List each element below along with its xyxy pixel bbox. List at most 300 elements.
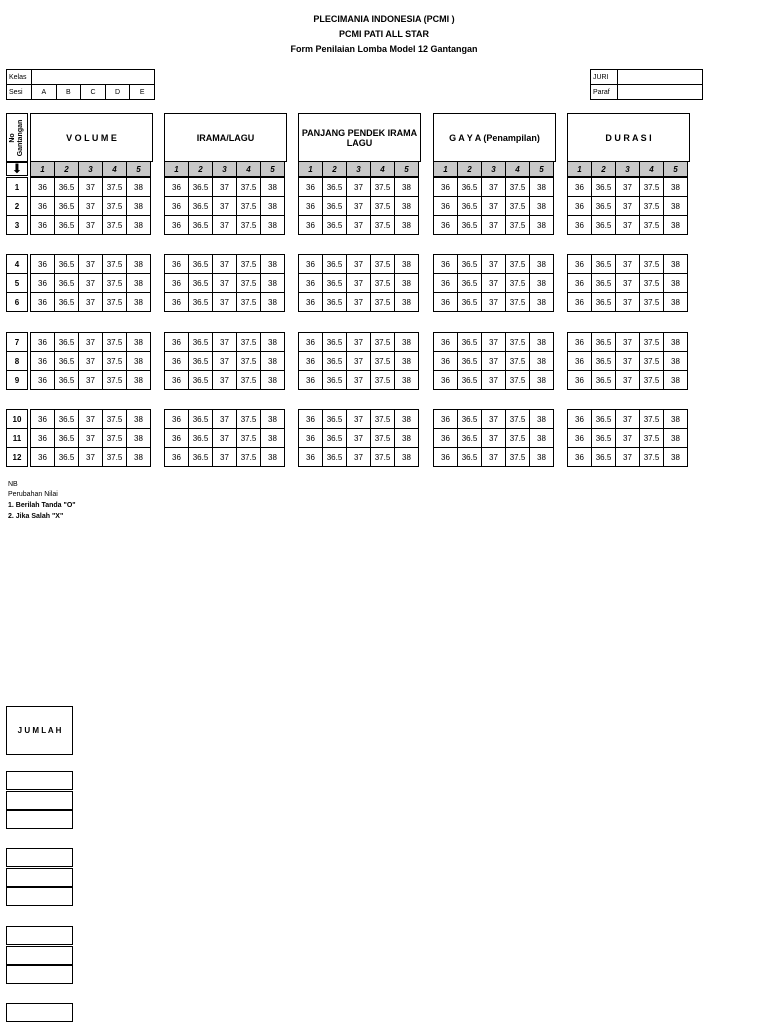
score-cell[interactable]: 38 (395, 448, 419, 467)
score-cell[interactable]: 37.5 (103, 333, 127, 352)
score-cell[interactable]: 36.5 (189, 448, 213, 467)
score-cell[interactable]: 37.5 (371, 352, 395, 371)
score-cell[interactable]: 38 (664, 371, 688, 390)
score-cell[interactable]: 37.5 (237, 352, 261, 371)
score-cell[interactable]: 38 (530, 216, 554, 235)
score-cell[interactable]: 36 (31, 352, 55, 371)
score-cell[interactable]: 36.5 (189, 410, 213, 429)
score-cell[interactable]: 37 (79, 197, 103, 216)
score-cell[interactable]: 38 (664, 293, 688, 312)
score-cell[interactable]: 37.5 (640, 429, 664, 448)
score-cell[interactable]: 36 (165, 216, 189, 235)
score-cell[interactable]: 36.5 (189, 197, 213, 216)
score-cell[interactable]: 36.5 (189, 255, 213, 274)
score-cell[interactable]: 36.5 (458, 352, 482, 371)
score-cell[interactable]: 36 (31, 178, 55, 197)
score-cell[interactable]: 36 (165, 178, 189, 197)
score-cell[interactable]: 36 (568, 274, 592, 293)
score-cell[interactable]: 38 (127, 197, 151, 216)
score-cell[interactable]: 37.5 (640, 410, 664, 429)
score-cell[interactable]: 37 (79, 293, 103, 312)
score-cell[interactable]: 37 (213, 274, 237, 293)
score-cell[interactable]: 37 (79, 333, 103, 352)
jumlah-total-field[interactable] (6, 848, 73, 867)
score-cell[interactable]: 37 (347, 448, 371, 467)
score-cell[interactable]: 37 (79, 255, 103, 274)
score-cell[interactable]: 37.5 (371, 429, 395, 448)
score-cell[interactable]: 36.5 (323, 448, 347, 467)
score-cell[interactable]: 36.5 (592, 178, 616, 197)
score-cell[interactable]: 37 (482, 255, 506, 274)
score-cell[interactable]: 37.5 (506, 352, 530, 371)
score-cell[interactable]: 36 (434, 274, 458, 293)
score-cell[interactable]: 37 (482, 410, 506, 429)
score-cell[interactable]: 37 (347, 352, 371, 371)
jumlah-total-field[interactable] (6, 926, 73, 945)
score-cell[interactable]: 36 (165, 410, 189, 429)
score-cell[interactable]: 36.5 (323, 371, 347, 390)
score-cell[interactable]: 38 (395, 274, 419, 293)
score-cell[interactable]: 38 (261, 448, 285, 467)
score-cell[interactable]: 37 (482, 448, 506, 467)
score-cell[interactable]: 36.5 (458, 255, 482, 274)
score-cell[interactable]: 37 (213, 448, 237, 467)
score-cell[interactable]: 37.5 (371, 274, 395, 293)
score-cell[interactable]: 38 (395, 333, 419, 352)
score-cell[interactable]: 36 (434, 293, 458, 312)
score-cell[interactable]: 36.5 (592, 333, 616, 352)
score-cell[interactable]: 38 (530, 429, 554, 448)
score-cell[interactable]: 38 (395, 352, 419, 371)
score-cell[interactable]: 36 (568, 216, 592, 235)
score-cell[interactable]: 37 (482, 178, 506, 197)
score-cell[interactable]: 36 (299, 178, 323, 197)
score-cell[interactable]: 36.5 (592, 371, 616, 390)
score-cell[interactable]: 36 (299, 216, 323, 235)
score-cell[interactable]: 36.5 (189, 293, 213, 312)
score-cell[interactable]: 36 (31, 333, 55, 352)
score-cell[interactable]: 37 (347, 333, 371, 352)
score-cell[interactable]: 37 (616, 274, 640, 293)
score-cell[interactable]: 37 (482, 352, 506, 371)
score-cell[interactable]: 38 (127, 352, 151, 371)
score-cell[interactable]: 38 (395, 429, 419, 448)
score-cell[interactable]: 37.5 (640, 274, 664, 293)
score-cell[interactable]: 36 (299, 293, 323, 312)
score-cell[interactable]: 36.5 (592, 429, 616, 448)
score-cell[interactable]: 36 (568, 333, 592, 352)
score-cell[interactable]: 38 (127, 216, 151, 235)
score-cell[interactable]: 38 (127, 255, 151, 274)
jumlah-total-field[interactable] (6, 791, 73, 810)
score-cell[interactable]: 37 (347, 429, 371, 448)
score-cell[interactable]: 36.5 (55, 371, 79, 390)
score-cell[interactable]: 38 (261, 197, 285, 216)
score-cell[interactable]: 36.5 (458, 197, 482, 216)
jumlah-total-field[interactable] (6, 868, 73, 887)
score-cell[interactable]: 36 (568, 448, 592, 467)
score-cell[interactable]: 37.5 (103, 448, 127, 467)
score-cell[interactable]: 36.5 (323, 429, 347, 448)
score-cell[interactable]: 36.5 (55, 255, 79, 274)
score-cell[interactable]: 38 (530, 352, 554, 371)
score-cell[interactable]: 38 (261, 371, 285, 390)
score-cell[interactable]: 36.5 (189, 371, 213, 390)
score-cell[interactable]: 37.5 (103, 352, 127, 371)
score-cell[interactable]: 37 (616, 352, 640, 371)
score-cell[interactable]: 37 (616, 293, 640, 312)
score-cell[interactable]: 36 (31, 429, 55, 448)
score-cell[interactable]: 36.5 (592, 410, 616, 429)
score-cell[interactable]: 36.5 (55, 216, 79, 235)
score-cell[interactable]: 36 (299, 255, 323, 274)
score-cell[interactable]: 37.5 (237, 429, 261, 448)
score-cell[interactable]: 36.5 (592, 274, 616, 293)
score-cell[interactable]: 36 (299, 429, 323, 448)
score-cell[interactable]: 37 (79, 352, 103, 371)
score-cell[interactable]: 37 (213, 429, 237, 448)
score-cell[interactable]: 36.5 (458, 371, 482, 390)
score-cell[interactable]: 37.5 (640, 255, 664, 274)
score-cell[interactable]: 36.5 (592, 197, 616, 216)
score-cell[interactable]: 36 (434, 197, 458, 216)
score-cell[interactable]: 36.5 (592, 255, 616, 274)
score-cell[interactable]: 36 (165, 255, 189, 274)
score-cell[interactable]: 37.5 (506, 293, 530, 312)
score-cell[interactable]: 36.5 (458, 216, 482, 235)
score-cell[interactable]: 36 (165, 371, 189, 390)
score-cell[interactable]: 37 (482, 293, 506, 312)
score-cell[interactable]: 36 (434, 410, 458, 429)
score-cell[interactable]: 37 (79, 216, 103, 235)
score-cell[interactable]: 37.5 (640, 216, 664, 235)
score-cell[interactable]: 37 (616, 410, 640, 429)
score-cell[interactable]: 36 (165, 352, 189, 371)
score-cell[interactable]: 37 (347, 178, 371, 197)
score-cell[interactable]: 36.5 (55, 352, 79, 371)
score-cell[interactable]: 38 (530, 197, 554, 216)
score-cell[interactable]: 36.5 (55, 429, 79, 448)
score-cell[interactable]: 37.5 (506, 178, 530, 197)
score-cell[interactable]: 37.5 (237, 216, 261, 235)
score-cell[interactable]: 37 (482, 216, 506, 235)
score-cell[interactable]: 37 (482, 333, 506, 352)
score-cell[interactable]: 37.5 (103, 216, 127, 235)
score-cell[interactable]: 37 (347, 274, 371, 293)
score-cell[interactable]: 37.5 (640, 293, 664, 312)
score-cell[interactable]: 38 (127, 448, 151, 467)
score-cell[interactable]: 38 (664, 448, 688, 467)
score-cell[interactable]: 38 (530, 274, 554, 293)
score-cell[interactable]: 36 (165, 448, 189, 467)
score-cell[interactable]: 38 (530, 255, 554, 274)
score-cell[interactable]: 38 (127, 371, 151, 390)
score-cell[interactable]: 36 (434, 255, 458, 274)
score-cell[interactable]: 37 (616, 197, 640, 216)
score-cell[interactable]: 36.5 (55, 448, 79, 467)
score-cell[interactable]: 37.5 (103, 274, 127, 293)
score-cell[interactable]: 37 (79, 274, 103, 293)
score-cell[interactable]: 37 (347, 410, 371, 429)
score-cell[interactable]: 36 (299, 197, 323, 216)
score-cell[interactable]: 36.5 (55, 178, 79, 197)
score-cell[interactable]: 37.5 (237, 255, 261, 274)
score-cell[interactable]: 36.5 (189, 216, 213, 235)
score-cell[interactable]: 38 (664, 429, 688, 448)
score-cell[interactable]: 38 (261, 216, 285, 235)
score-cell[interactable]: 38 (530, 178, 554, 197)
score-cell[interactable]: 36 (31, 371, 55, 390)
score-cell[interactable]: 37 (213, 333, 237, 352)
score-cell[interactable]: 37.5 (506, 429, 530, 448)
score-cell[interactable]: 38 (261, 352, 285, 371)
score-cell[interactable]: 37.5 (371, 255, 395, 274)
score-cell[interactable]: 36 (568, 429, 592, 448)
score-cell[interactable]: 38 (530, 371, 554, 390)
score-cell[interactable]: 37.5 (237, 371, 261, 390)
score-cell[interactable]: 37.5 (237, 178, 261, 197)
score-cell[interactable]: 37 (79, 410, 103, 429)
paraf-field[interactable] (618, 85, 703, 100)
score-cell[interactable]: 38 (395, 371, 419, 390)
score-cell[interactable]: 38 (664, 216, 688, 235)
score-cell[interactable]: 37.5 (506, 274, 530, 293)
score-cell[interactable]: 37 (213, 216, 237, 235)
score-cell[interactable]: 37.5 (640, 448, 664, 467)
score-cell[interactable]: 36 (299, 333, 323, 352)
score-cell[interactable]: 36 (568, 293, 592, 312)
score-cell[interactable]: 36.5 (55, 333, 79, 352)
score-cell[interactable]: 37.5 (506, 197, 530, 216)
score-cell[interactable]: 37.5 (506, 333, 530, 352)
score-cell[interactable]: 38 (664, 410, 688, 429)
score-cell[interactable]: 36.5 (458, 178, 482, 197)
score-cell[interactable]: 37.5 (506, 216, 530, 235)
score-cell[interactable]: 37.5 (506, 410, 530, 429)
score-cell[interactable]: 36 (31, 197, 55, 216)
score-cell[interactable]: 36.5 (323, 197, 347, 216)
score-cell[interactable]: 36.5 (323, 274, 347, 293)
score-cell[interactable]: 36 (31, 216, 55, 235)
score-cell[interactable]: 36.5 (592, 293, 616, 312)
score-cell[interactable]: 36.5 (592, 216, 616, 235)
score-cell[interactable]: 36 (434, 178, 458, 197)
score-cell[interactable]: 38 (261, 410, 285, 429)
sesi-option[interactable]: D (105, 85, 130, 100)
score-cell[interactable]: 36 (434, 352, 458, 371)
score-cell[interactable]: 36 (299, 448, 323, 467)
score-cell[interactable]: 36 (434, 216, 458, 235)
score-cell[interactable]: 37.5 (640, 333, 664, 352)
score-cell[interactable]: 37 (616, 429, 640, 448)
score-cell[interactable]: 36.5 (55, 293, 79, 312)
score-cell[interactable]: 37 (347, 293, 371, 312)
score-cell[interactable]: 37 (79, 178, 103, 197)
score-cell[interactable]: 38 (664, 333, 688, 352)
score-cell[interactable]: 37 (79, 448, 103, 467)
sesi-option[interactable]: A (32, 85, 57, 100)
score-cell[interactable]: 37 (482, 197, 506, 216)
score-cell[interactable]: 37.5 (640, 197, 664, 216)
score-cell[interactable]: 38 (395, 255, 419, 274)
score-cell[interactable]: 37 (347, 255, 371, 274)
score-cell[interactable]: 36 (165, 293, 189, 312)
score-cell[interactable]: 36.5 (189, 333, 213, 352)
score-cell[interactable]: 37.5 (103, 293, 127, 312)
score-cell[interactable]: 37.5 (103, 410, 127, 429)
kelas-field[interactable] (32, 70, 155, 85)
score-cell[interactable]: 37 (213, 352, 237, 371)
score-cell[interactable]: 36.5 (592, 448, 616, 467)
jumlah-total-field[interactable] (6, 771, 73, 790)
score-cell[interactable]: 36 (568, 410, 592, 429)
score-cell[interactable]: 38 (127, 178, 151, 197)
score-cell[interactable]: 38 (530, 293, 554, 312)
juri-field[interactable] (618, 70, 703, 85)
score-cell[interactable]: 36 (165, 197, 189, 216)
score-cell[interactable]: 37.5 (371, 216, 395, 235)
sesi-option[interactable]: B (56, 85, 81, 100)
score-cell[interactable]: 36 (299, 274, 323, 293)
sesi-option[interactable]: E (130, 85, 155, 100)
score-cell[interactable]: 37.5 (371, 371, 395, 390)
score-cell[interactable]: 36.5 (323, 178, 347, 197)
score-cell[interactable]: 36 (299, 352, 323, 371)
score-cell[interactable]: 38 (261, 333, 285, 352)
score-cell[interactable]: 36 (434, 429, 458, 448)
score-cell[interactable]: 36.5 (323, 410, 347, 429)
score-cell[interactable]: 36 (165, 333, 189, 352)
score-cell[interactable]: 37 (482, 371, 506, 390)
score-cell[interactable]: 36.5 (189, 178, 213, 197)
score-cell[interactable]: 37 (616, 255, 640, 274)
jumlah-total-field[interactable] (6, 965, 73, 984)
score-cell[interactable]: 38 (261, 293, 285, 312)
score-cell[interactable]: 37.5 (103, 197, 127, 216)
score-cell[interactable]: 38 (395, 216, 419, 235)
score-cell[interactable]: 36.5 (458, 448, 482, 467)
score-cell[interactable]: 37.5 (237, 197, 261, 216)
score-cell[interactable]: 36.5 (592, 352, 616, 371)
score-cell[interactable]: 36.5 (55, 274, 79, 293)
score-cell[interactable]: 38 (664, 197, 688, 216)
score-cell[interactable]: 37.5 (506, 371, 530, 390)
jumlah-total-field[interactable] (6, 810, 73, 829)
score-cell[interactable]: 37.5 (371, 333, 395, 352)
score-cell[interactable]: 38 (664, 255, 688, 274)
score-cell[interactable]: 37 (213, 293, 237, 312)
score-cell[interactable]: 37 (482, 429, 506, 448)
score-cell[interactable]: 36 (568, 255, 592, 274)
score-cell[interactable]: 38 (395, 410, 419, 429)
score-cell[interactable]: 36 (299, 410, 323, 429)
score-cell[interactable]: 36.5 (458, 333, 482, 352)
score-cell[interactable]: 36 (434, 333, 458, 352)
score-cell[interactable]: 37.5 (371, 178, 395, 197)
score-cell[interactable]: 37 (213, 371, 237, 390)
score-cell[interactable]: 36.5 (323, 255, 347, 274)
score-cell[interactable]: 37.5 (237, 293, 261, 312)
score-cell[interactable]: 38 (261, 255, 285, 274)
jumlah-total-field[interactable] (6, 1003, 73, 1022)
score-cell[interactable]: 36 (568, 197, 592, 216)
score-cell[interactable]: 38 (395, 293, 419, 312)
score-cell[interactable]: 38 (261, 274, 285, 293)
score-cell[interactable]: 36 (434, 371, 458, 390)
score-cell[interactable]: 36 (568, 352, 592, 371)
score-cell[interactable]: 36.5 (323, 333, 347, 352)
score-cell[interactable]: 37 (213, 178, 237, 197)
score-cell[interactable]: 37.5 (506, 448, 530, 467)
score-cell[interactable]: 36 (568, 178, 592, 197)
sesi-option[interactable]: C (81, 85, 106, 100)
score-cell[interactable]: 36.5 (323, 216, 347, 235)
score-cell[interactable]: 36.5 (189, 274, 213, 293)
score-cell[interactable]: 36 (165, 429, 189, 448)
score-cell[interactable]: 38 (261, 178, 285, 197)
score-cell[interactable]: 36 (568, 371, 592, 390)
jumlah-total-field[interactable] (6, 887, 73, 906)
score-cell[interactable]: 37.5 (640, 178, 664, 197)
score-cell[interactable]: 36 (31, 274, 55, 293)
score-cell[interactable]: 36 (31, 293, 55, 312)
score-cell[interactable]: 37 (482, 274, 506, 293)
score-cell[interactable]: 36 (299, 371, 323, 390)
score-cell[interactable]: 38 (530, 333, 554, 352)
score-cell[interactable]: 38 (664, 274, 688, 293)
score-cell[interactable]: 37 (79, 429, 103, 448)
score-cell[interactable]: 36.5 (458, 293, 482, 312)
score-cell[interactable]: 38 (127, 293, 151, 312)
score-cell[interactable]: 36.5 (458, 274, 482, 293)
score-cell[interactable]: 37 (616, 216, 640, 235)
score-cell[interactable]: 37 (213, 410, 237, 429)
score-cell[interactable]: 37.5 (640, 352, 664, 371)
score-cell[interactable]: 36 (434, 448, 458, 467)
score-cell[interactable]: 37.5 (371, 197, 395, 216)
score-cell[interactable]: 37.5 (237, 448, 261, 467)
score-cell[interactable]: 37.5 (103, 178, 127, 197)
score-cell[interactable]: 38 (530, 448, 554, 467)
score-cell[interactable]: 38 (664, 178, 688, 197)
score-cell[interactable]: 37.5 (371, 448, 395, 467)
score-cell[interactable]: 36.5 (189, 352, 213, 371)
score-cell[interactable]: 36 (165, 274, 189, 293)
score-cell[interactable]: 38 (395, 197, 419, 216)
score-cell[interactable]: 37 (616, 178, 640, 197)
score-cell[interactable]: 38 (127, 333, 151, 352)
score-cell[interactable]: 36 (31, 410, 55, 429)
score-cell[interactable]: 37.5 (640, 371, 664, 390)
score-cell[interactable]: 37.5 (103, 255, 127, 274)
score-cell[interactable]: 36.5 (55, 410, 79, 429)
score-cell[interactable]: 37 (616, 371, 640, 390)
score-cell[interactable]: 38 (395, 178, 419, 197)
score-cell[interactable]: 36.5 (189, 429, 213, 448)
score-cell[interactable]: 38 (127, 274, 151, 293)
score-cell[interactable]: 37.5 (371, 410, 395, 429)
score-cell[interactable]: 38 (664, 352, 688, 371)
score-cell[interactable]: 37 (213, 197, 237, 216)
score-cell[interactable]: 37 (616, 333, 640, 352)
score-cell[interactable]: 37.5 (506, 255, 530, 274)
score-cell[interactable]: 37.5 (237, 274, 261, 293)
jumlah-total-field[interactable] (6, 946, 73, 965)
score-cell[interactable]: 37 (79, 371, 103, 390)
score-cell[interactable]: 37.5 (103, 371, 127, 390)
score-cell[interactable]: 36.5 (458, 429, 482, 448)
score-cell[interactable]: 37.5 (237, 410, 261, 429)
